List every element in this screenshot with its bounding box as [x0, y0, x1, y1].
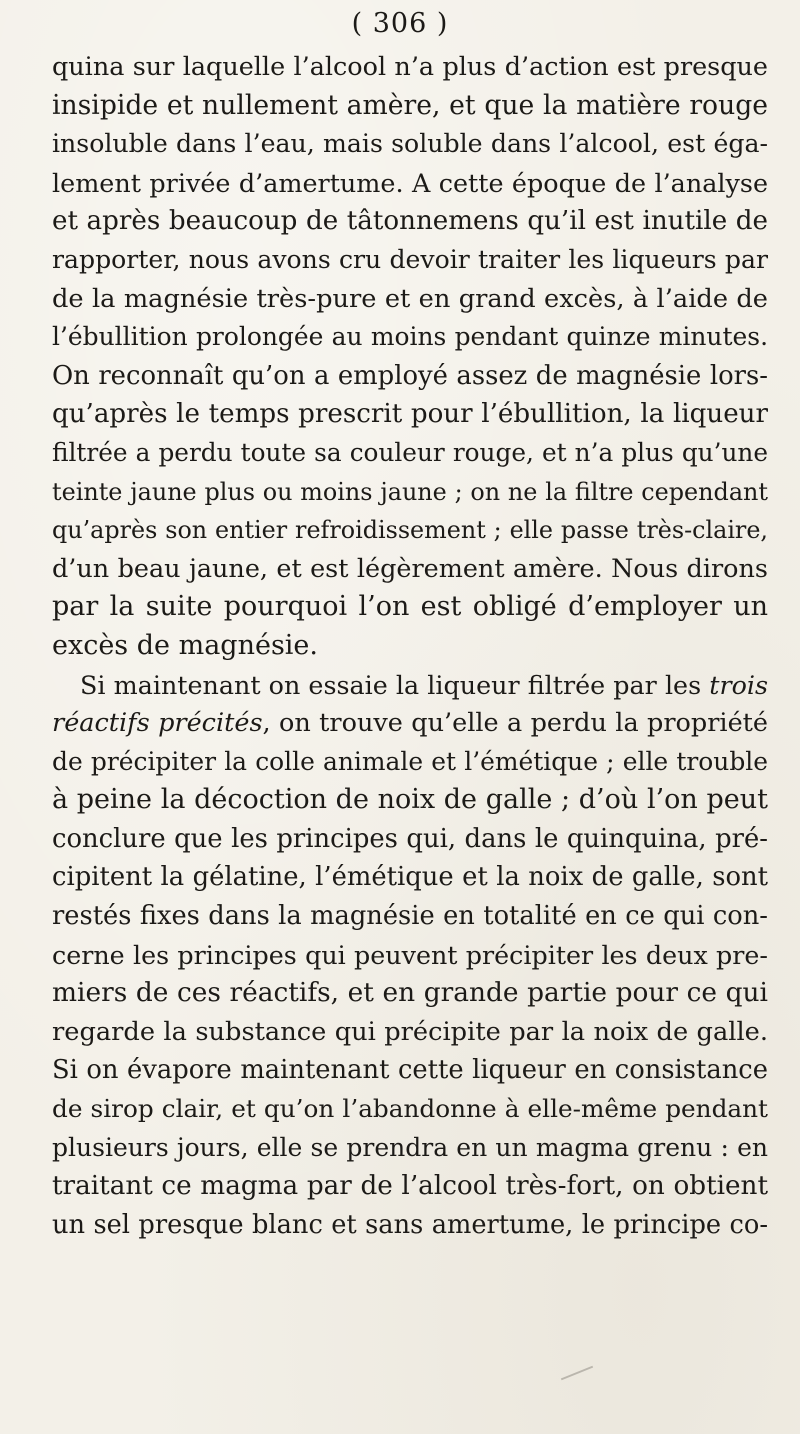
- text-line: regarde la substance qui précipite par la noix de galle.: [52, 1016, 768, 1047]
- text-line: rapporter, nous avons cru devoir traiter les liqueurs par: [52, 244, 768, 274]
- text-line: Si on évapore maintenant cette liqueur en consistance: [52, 1055, 768, 1086]
- text-line: quina sur laquelle l’alcool n’a plus d’action est presque: [52, 52, 768, 82]
- text-line: teinte jaune plus ou moins jaune ; on ne la filtre cependant: [52, 477, 768, 506]
- text-line: restés fixes dans la magnésie en totalité en ce qui con-: [52, 901, 768, 932]
- text-line: qu’après le temps prescrit pour l’ébullition, la liqueur: [52, 399, 768, 430]
- text-line: filtrée a perdu toute sa couleur rouge, et n’a plus qu’une: [52, 437, 768, 467]
- text-line: par la suite pourquoi l’on est obligé d’employer un: [52, 591, 768, 623]
- text-line: insoluble dans l’eau, mais soluble dans l’alcool, est éga-: [52, 129, 768, 159]
- text-line: insipide et nullement amère, et que la matière rouge: [52, 89, 768, 121]
- text-line: miers de ces réactifs, et en grande partie pour ce qui: [52, 977, 768, 1009]
- text-line: cipitent la gélatine, l’émétique et la noix de galle, sont: [52, 862, 768, 893]
- text-line: de la magnésie très-pure et en grand excès, à l’aide de: [52, 283, 768, 314]
- text-line: On reconnaît qu’on a employé assez de magnésie lors-: [52, 360, 768, 391]
- text-line: un sel presque blanc et sans amertume, le principe co-: [52, 1209, 768, 1240]
- page-number: ( 306 ): [351, 8, 449, 39]
- text-line: cerne les principes qui peuvent précipiter les deux pre-: [52, 939, 768, 970]
- text-line: qu’après son entier refroidissement ; elle passe très-claire,: [52, 516, 768, 545]
- text-line: plusieurs jours, elle se prendra en un magma grenu : en: [52, 1132, 768, 1162]
- body-text: [52, 48, 768, 1244]
- text-line: Si maintenant on essaie la liqueur filtrée par les trois: [80, 669, 768, 700]
- ink-mark: [561, 1366, 593, 1381]
- text-line: d’un beau jaune, et est légèrement amère. Nous dirons: [52, 553, 768, 584]
- text-line: excès de magnésie.: [52, 629, 318, 661]
- text-line: de précipiter la colle animale et l’émétique ; elle trouble: [52, 746, 768, 776]
- text-line: et après beaucoup de tâtonnemens qu’il est inutile de: [52, 206, 768, 237]
- text-line: réactifs précités, on trouve qu’elle a perdu la propriété: [52, 708, 768, 739]
- text-line: à peine la décoction de noix de galle ; d’où l’on peut: [52, 784, 768, 816]
- text-line: traitant ce magma par de l’alcool très-fort, on obtient: [52, 1171, 768, 1202]
- text-line: de sirop clair, et qu’on l’abandonne à elle-même pendant: [52, 1094, 768, 1124]
- text-line: lement privée d’amertume. A cette époque de l’analyse: [52, 167, 768, 198]
- text-line: conclure que les principes qui, dans le quinquina, pré-: [52, 823, 768, 854]
- text-line: l’ébullition prolongée au moins pendant quinze minutes.: [52, 322, 768, 352]
